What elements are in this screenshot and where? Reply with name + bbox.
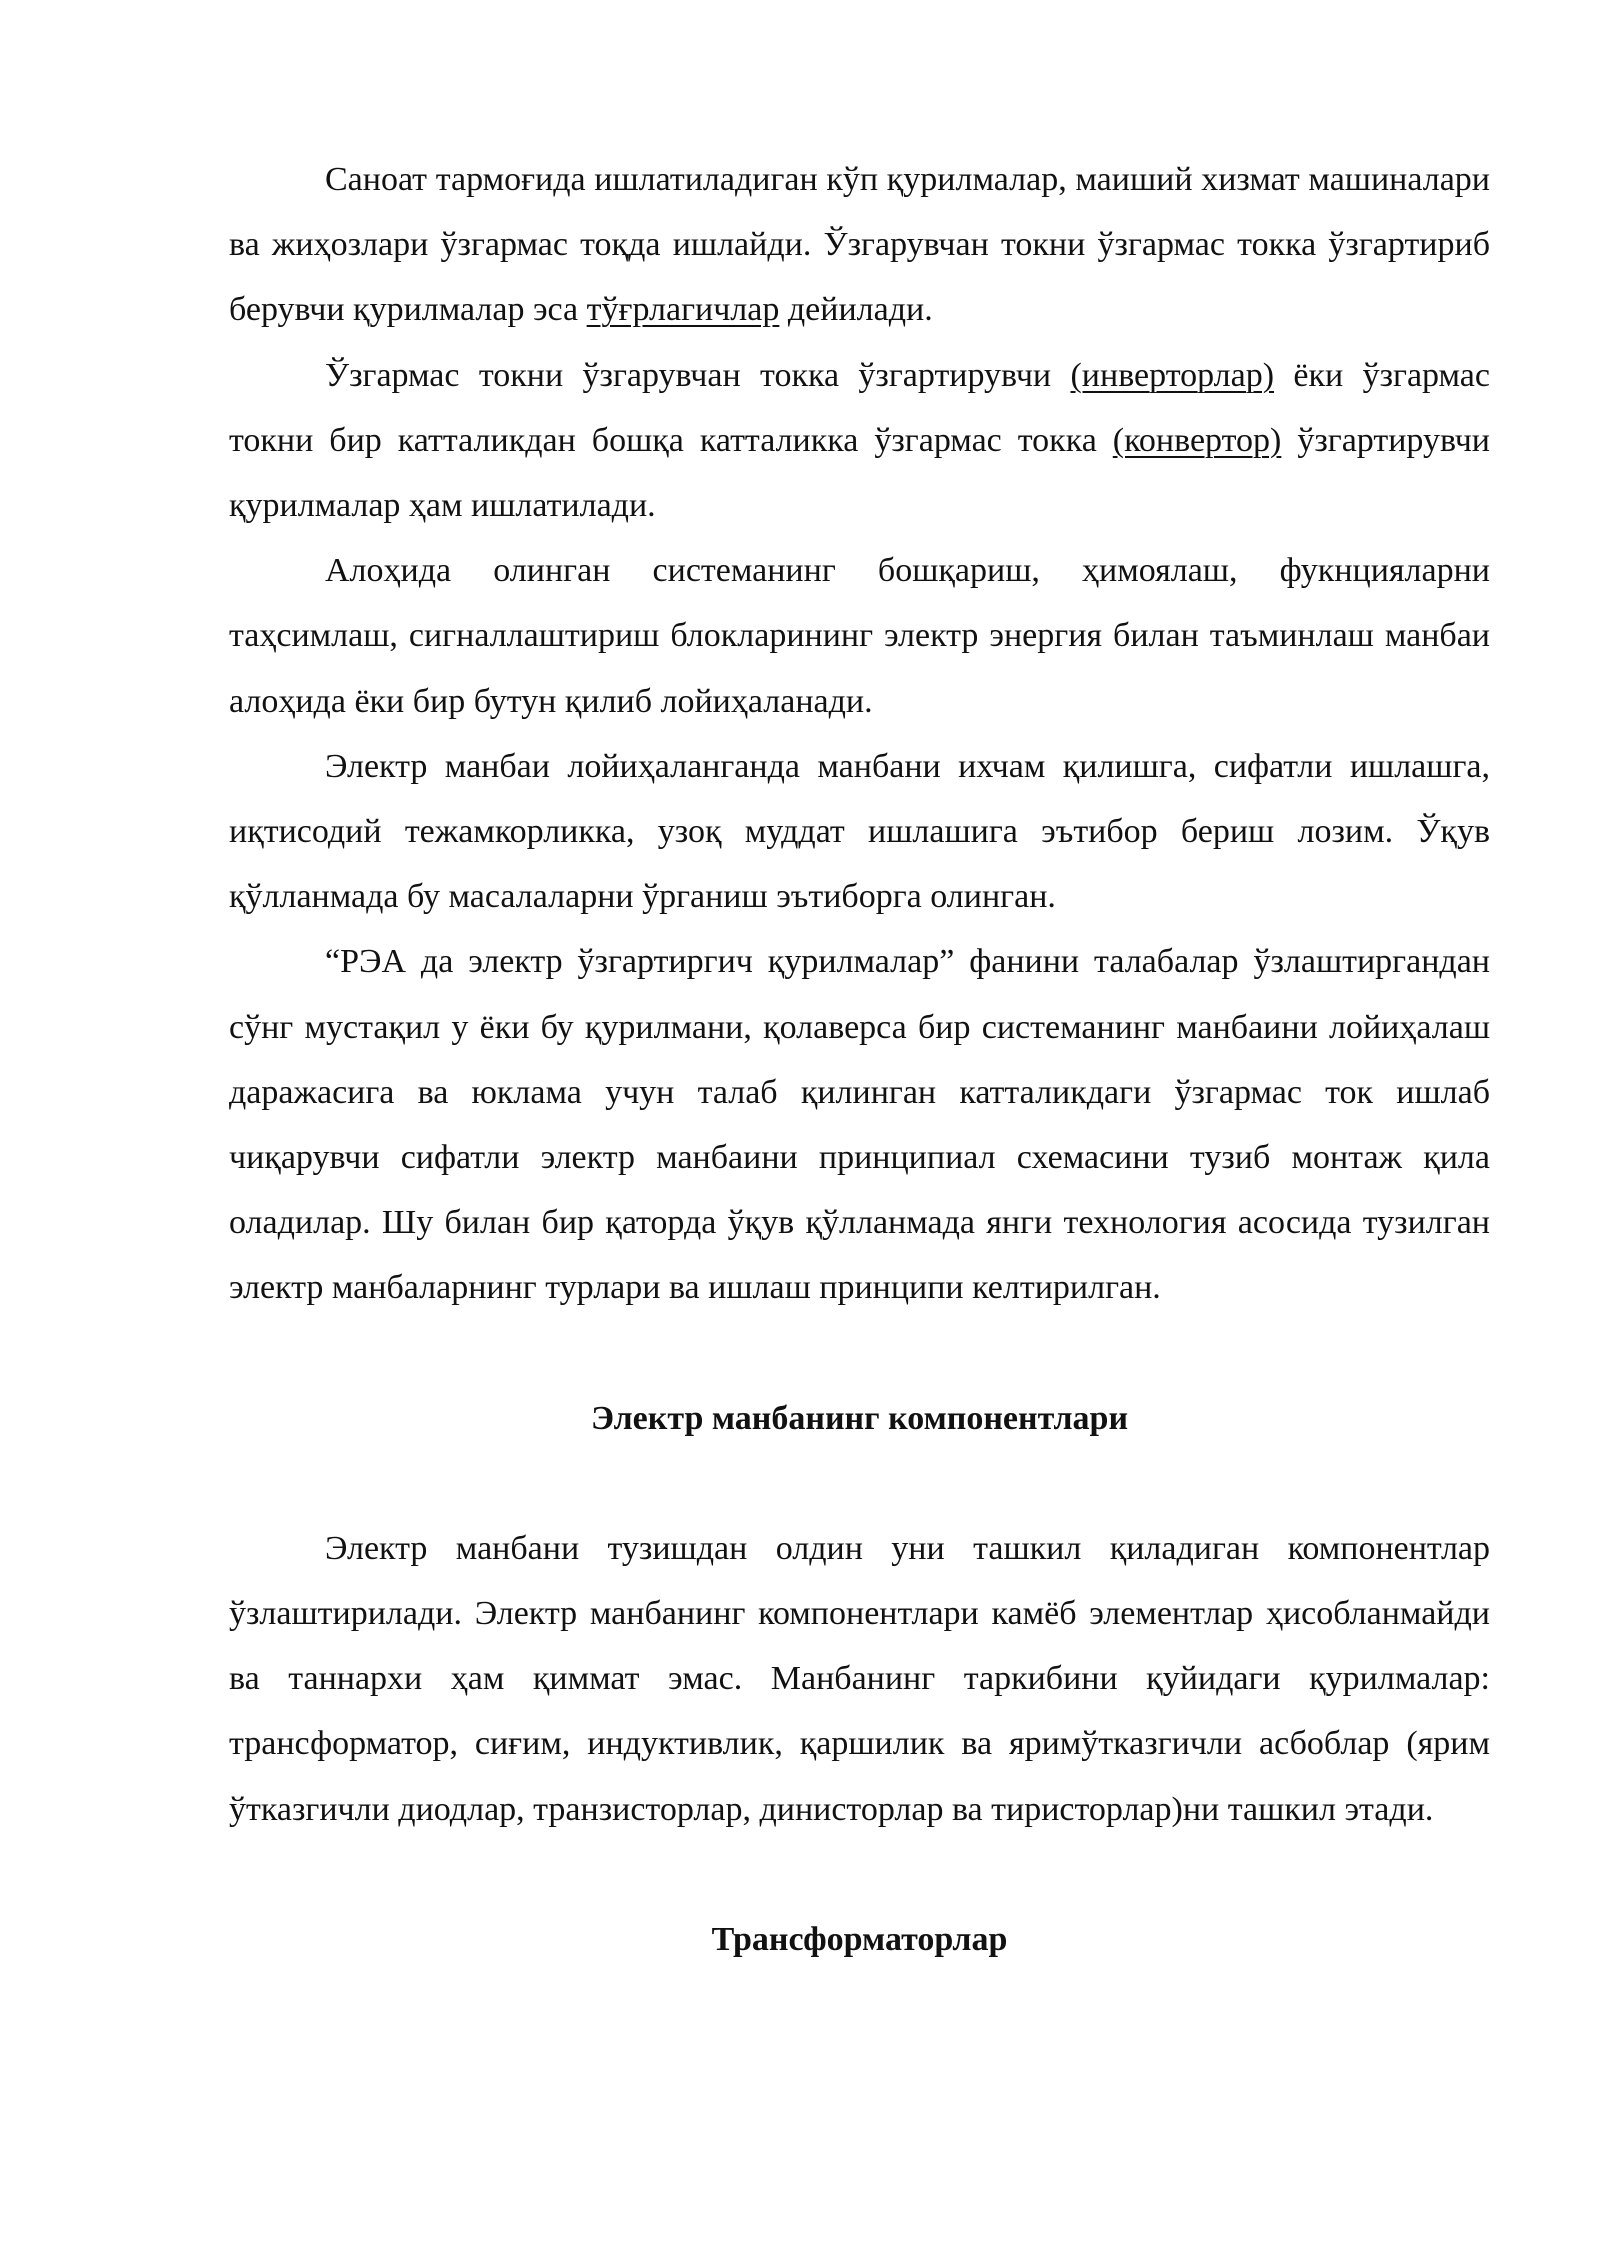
term-converter: (конвертор) <box>1112 421 1282 459</box>
paragraph-rectifiers <box>229 147 1490 343</box>
term-rectifiers: тўғрлагичлар <box>586 291 780 329</box>
term-inverters: (инверторлар) <box>1070 356 1275 394</box>
document-body <box>229 147 1490 1972</box>
paragraph-text: ўзгартирувчи қурилмалар ҳам ишлатилади. <box>229 421 1490 525</box>
paragraph-course-outcome: “РЭА да электр ўзгартиргич қурилмалар” фанини талабалар ўзлаштиргандан сўнг мустақил у ёки бу қурилмани, қолаверса бир системанинг манбаини лойиҳалаш даражасига ва юклама учун талаб қилинган катталикдаги ўзгармас ток ишлаб чиқарувчи сифатли электр манбаини принципиал схемасини тузиб монтаж қила оладилар. Шу билан бир қаторда ўқув қўлланмада янги технология асосида тузилган электр манбаларнинг турлари ва ишлаш принципи келтирилган. <box>229 943 1490 1307</box>
section-heading-components: Электр манбанинг компонентлари <box>590 1399 1129 1437</box>
paragraph-text: дейилади. <box>779 291 933 329</box>
paragraph-text: Саноат тармоғида ишлатиладиган кўп қурилмалар, маиший хизмат машиналари ва жиҳозлари ўзгармас тоқда ишлайди. Ўзгарувчан токни ўзгармас токка ўзгартириб берувчи қурилмалар эса <box>229 161 1490 329</box>
paragraph-text: ёки ўзгармас токни бир катталикдан бошқа катталикка ўзгармас токка <box>229 356 1490 459</box>
paragraph-system-power: Алоҳида олинган системанинг бошқариш, ҳимоялаш, фукнцияларни таҳсимлаш, сигналлаштириш блокларининг электр энергия билан таъминлаш манбаи алоҳида ёки бир бутун қилиб лойиҳаланади. <box>229 552 1490 720</box>
paragraph-text: Ўзгармас токни ўзгарувчан токка ўзгартирувчи <box>325 356 1071 394</box>
paragraph-inverters <box>229 343 1490 539</box>
paragraph-design-goals: Электр манбаи лойиҳаланганда манбани ихчам қилишга, сифатли ишлашга, иқтисодий тежамкорликка, узоқ муддат ишлашига эътибор бериш лозим. Ўқув қўлланмада бу масалаларни ўрганиш эътиборга олинган. <box>229 747 1490 916</box>
paragraph-components: Электр манбани тузишдан олдин уни ташкил қиладиган компонентлар ўзлаштирилади. Электр манбанинг компонентлари камёб элементлар ҳисобланмайди ва таннархи ҳам қиммат эмас. Манбанинг таркибини қуйидаги қурилмалар: трансформатор, сиғим, индуктивлик, қаршилик ва яримўтказгичли асбоблар (ярим ўтказгичли диодлар, транзисторлар, динисторлар ва тиристорлар)ни ташкил этади. <box>229 1529 1490 1828</box>
section-heading-transformers: Трансформаторлар <box>711 1920 1008 1958</box>
